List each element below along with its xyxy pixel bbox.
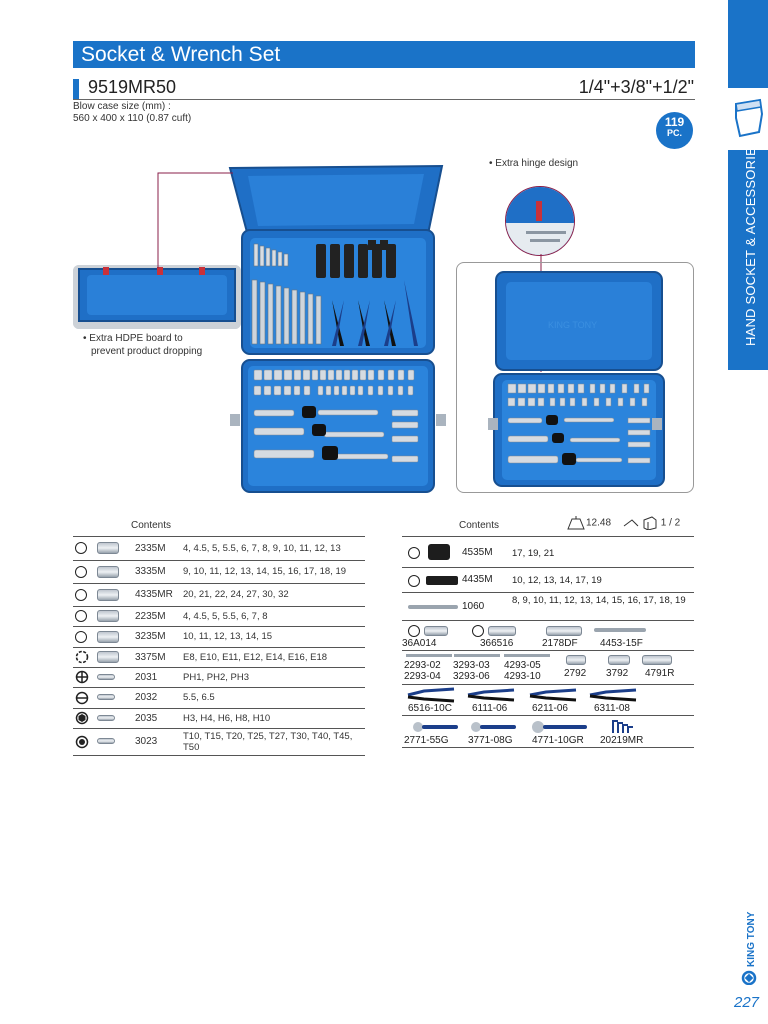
grid-code: 4771-10GR [532, 735, 584, 746]
right-grid-row4 [402, 716, 694, 748]
hex-socket-icon [408, 625, 420, 637]
piece-count: 119 [664, 115, 685, 129]
drive-tool-icon [546, 626, 582, 636]
hex-bit-icon [75, 711, 89, 725]
socket-image-icon [97, 694, 115, 700]
hinge-zoom [505, 186, 575, 256]
case-latch-right [652, 418, 662, 430]
table-row [73, 537, 365, 560]
hex-socket-icon [75, 631, 87, 643]
extension-bar-icon [504, 654, 550, 657]
row-code: 3335M [131, 560, 183, 583]
hex-socket-icon [75, 589, 87, 601]
page-number: 227 [734, 994, 760, 1011]
weight-value: 12.48 [586, 517, 612, 529]
grid-code: 4791R [645, 668, 675, 679]
grid-code: 4293-05 [504, 660, 541, 671]
right-code: 1060 [462, 601, 485, 612]
hinge-note-text: Extra hinge design [495, 158, 579, 169]
row-icon-cell [73, 583, 97, 606]
grid-code: 6111-06 [472, 703, 508, 714]
weight-info [566, 516, 611, 530]
grid-code: 2178DF [542, 638, 578, 649]
impact-socket-icon [428, 544, 450, 560]
case-latch-left [488, 418, 498, 430]
hex-key-set-icon [610, 717, 640, 735]
grid-code: 2792 [564, 668, 587, 679]
ratchet-icon [594, 628, 646, 632]
right-grid-row2 [402, 651, 694, 685]
svg-text:KING TONY: KING TONY [548, 320, 598, 330]
row-sizes: 9, 10, 11, 12, 13, 14, 15, 16, 17, 18, 19 [183, 560, 365, 583]
board-note-line1: Extra HDPE board to [89, 333, 183, 344]
piece-unit: PC. [666, 128, 682, 138]
sidebar-tab [728, 0, 768, 88]
deep-impact-socket-icon [426, 576, 458, 585]
torx-bit-icon [75, 735, 89, 749]
socket-image-icon [97, 651, 119, 663]
grid-code: 6516-10C [408, 703, 452, 714]
subtitle-divider [73, 99, 695, 100]
row-code: 2335M [131, 537, 183, 560]
right-row-4435M [402, 568, 694, 593]
grid-code: 4293-10 [504, 671, 541, 682]
row-code: 3375M [131, 647, 183, 667]
grid-code: 2293-04 [404, 671, 441, 682]
grid-code: 4453-15F [600, 638, 643, 649]
socket-image-icon [97, 715, 115, 721]
right-grid-row3 [402, 685, 694, 716]
row-code: 2235M [131, 606, 183, 626]
row-sizes: 4, 4.5, 5, 5.5, 6, 7, 8 [183, 606, 365, 626]
row-tool-cell [97, 667, 131, 687]
blow-case-value: 560 x 400 x 110 (0.87 cuft) [73, 113, 192, 124]
socket-image-icon [97, 738, 115, 744]
sidebar-category-label: HAND SOCKET & ACCESSORIES [743, 138, 758, 346]
page-title: Socket & Wrench Set [81, 43, 281, 66]
row-tool-cell [97, 708, 131, 728]
diagonal-pliers-icon [588, 687, 638, 703]
socket-category-icon [732, 96, 764, 140]
socket-image-icon [97, 589, 119, 601]
grid-code: 3293-06 [453, 671, 490, 682]
row-code: 3023 [131, 728, 183, 755]
right-sizes: 8, 9, 10, 11, 12, 13, 14, 15, 16, 17, 18, 19 [512, 595, 686, 606]
row-icon-cell [73, 647, 97, 667]
extension-bar-icon [406, 654, 452, 657]
row-code: 2031 [131, 667, 183, 687]
row-tool-cell [97, 626, 131, 647]
extension-bar-icon [454, 654, 500, 657]
row-icon-cell [73, 606, 97, 626]
hdpe-board-inset [73, 265, 241, 329]
right-sizes: 17, 19, 21 [512, 548, 555, 559]
hex-socket-icon [408, 575, 420, 587]
svg-text:KING TONY: KING TONY [746, 911, 757, 967]
row-code: 2035 [131, 708, 183, 728]
right-row-4535M [402, 537, 694, 568]
grid-code: 3771-08G [468, 735, 513, 746]
board-note-line2: prevent product dropping [91, 346, 203, 357]
universal-joint-icon [608, 655, 630, 665]
ratchet-handle-icon [530, 720, 590, 734]
grid-code: 2771-55G [404, 735, 449, 746]
row-icon-cell [73, 626, 97, 647]
row-tool-cell [97, 687, 131, 708]
carton-info [622, 516, 680, 530]
blow-case-size [73, 101, 191, 125]
board-note: • Extra HDPE board to prevent product dropping [83, 333, 203, 357]
table-row [73, 606, 365, 626]
row-icon-cell [73, 687, 97, 708]
row-tool-cell [97, 537, 131, 560]
right-code: 4435M [462, 574, 493, 585]
weight-scale-icon [566, 516, 586, 530]
row-sizes: H3, H4, H6, H8, H10 [183, 708, 365, 728]
row-sizes: 4, 4.5, 5, 5.5, 6, 7, 8, 9, 10, 11, 12, 13 [183, 537, 365, 560]
sidebar-category-bar [728, 138, 768, 370]
table-row [73, 667, 365, 687]
closed-case-illustration [490, 270, 668, 488]
table-row [73, 728, 365, 755]
socket-image-icon [97, 542, 119, 554]
row-tool-cell [97, 728, 131, 755]
left-contents-header: Contents [131, 520, 172, 531]
grid-code: 20219MR [600, 735, 644, 746]
row-sizes: PH1, PH2, PH3 [183, 667, 365, 687]
row-tool-cell [97, 583, 131, 606]
combination-wrench-icon [408, 605, 458, 609]
ratchet-handle-icon [410, 720, 460, 734]
row-code: 3235M [131, 626, 183, 647]
adaptor-icon [424, 626, 448, 636]
hex-socket-icon [75, 610, 87, 622]
grid-code: 366516 [480, 638, 514, 649]
row-tool-cell [97, 560, 131, 583]
piece-count-badge [656, 112, 693, 149]
row-tool-cell [97, 647, 131, 667]
spark-plug-socket-icon [488, 626, 516, 636]
table-row [73, 560, 365, 583]
row-tool-cell [97, 606, 131, 626]
hex-socket-icon [75, 542, 87, 554]
phillips-bit-icon [75, 670, 89, 684]
grid-code: 3293-03 [453, 660, 490, 671]
right-grid-row1 [402, 621, 694, 651]
right-contents-header: Contents [459, 520, 500, 531]
open-case-illustration [228, 160, 450, 496]
grid-code: 36A014 [402, 638, 437, 649]
row-code: 4335MR [131, 583, 183, 606]
row-icon-cell [73, 537, 97, 560]
right-code: 4535M [462, 547, 493, 558]
row-code: 2032 [131, 687, 183, 708]
row-icon-cell [73, 667, 97, 687]
socket-image-icon [97, 631, 119, 643]
grid-code: 6211-06 [532, 703, 568, 714]
torx-socket-icon [75, 650, 89, 664]
universal-joint-icon [566, 655, 586, 665]
water-pump-pliers-icon [406, 687, 456, 703]
table-row [73, 626, 365, 647]
hinge-note: • Extra hinge design [489, 158, 579, 169]
hex-socket-icon [472, 625, 484, 637]
long-nose-pliers-icon [528, 687, 578, 703]
row-sizes: 20, 21, 22, 24, 27, 30, 32 [183, 583, 365, 606]
grid-code: 2293-02 [404, 660, 441, 671]
grid-code: 3792 [606, 668, 629, 679]
product-code: 9519MR50 [88, 77, 177, 97]
right-row-1060 [402, 593, 694, 621]
drive-sizes: 1/4"+3/8"+1/2" [578, 77, 694, 97]
table-row [73, 583, 365, 606]
right-sizes: 10, 12, 13, 14, 17, 19 [512, 575, 602, 586]
hex-socket-icon [408, 547, 420, 559]
row-icon-cell [73, 560, 97, 583]
board-callout-line [155, 170, 235, 270]
universal-joint-icon [642, 655, 672, 665]
brand-logo [738, 905, 760, 985]
socket-image-icon [97, 674, 115, 680]
row-sizes: T10, T15, T20, T25, T27, T30, T40, T45, T50 [183, 728, 365, 755]
left-contents-table [73, 537, 365, 756]
slotted-bit-icon [75, 691, 89, 705]
table-row [73, 647, 365, 667]
socket-image-icon [97, 610, 119, 622]
carton-box-icon [622, 516, 658, 530]
blow-case-label: Blow case size (mm) : [73, 101, 171, 112]
hex-socket-icon [75, 566, 87, 578]
table-row [73, 687, 365, 708]
row-sizes: 5.5, 6.5 [183, 687, 365, 708]
ratchet-handle-icon [468, 720, 518, 734]
row-sizes: 10, 11, 12, 13, 14, 15 [183, 626, 365, 647]
socket-image-icon [97, 566, 119, 578]
row-icon-cell [73, 728, 97, 755]
combination-pliers-icon [466, 687, 516, 703]
grid-code: 6311-08 [594, 703, 630, 714]
subtitle-marker [73, 79, 79, 99]
row-icon-cell [73, 708, 97, 728]
table-row [73, 708, 365, 728]
row-sizes: E8, E10, E11, E12, E14, E16, E18 [183, 647, 365, 667]
carton-value: 1 / 2 [660, 517, 681, 529]
